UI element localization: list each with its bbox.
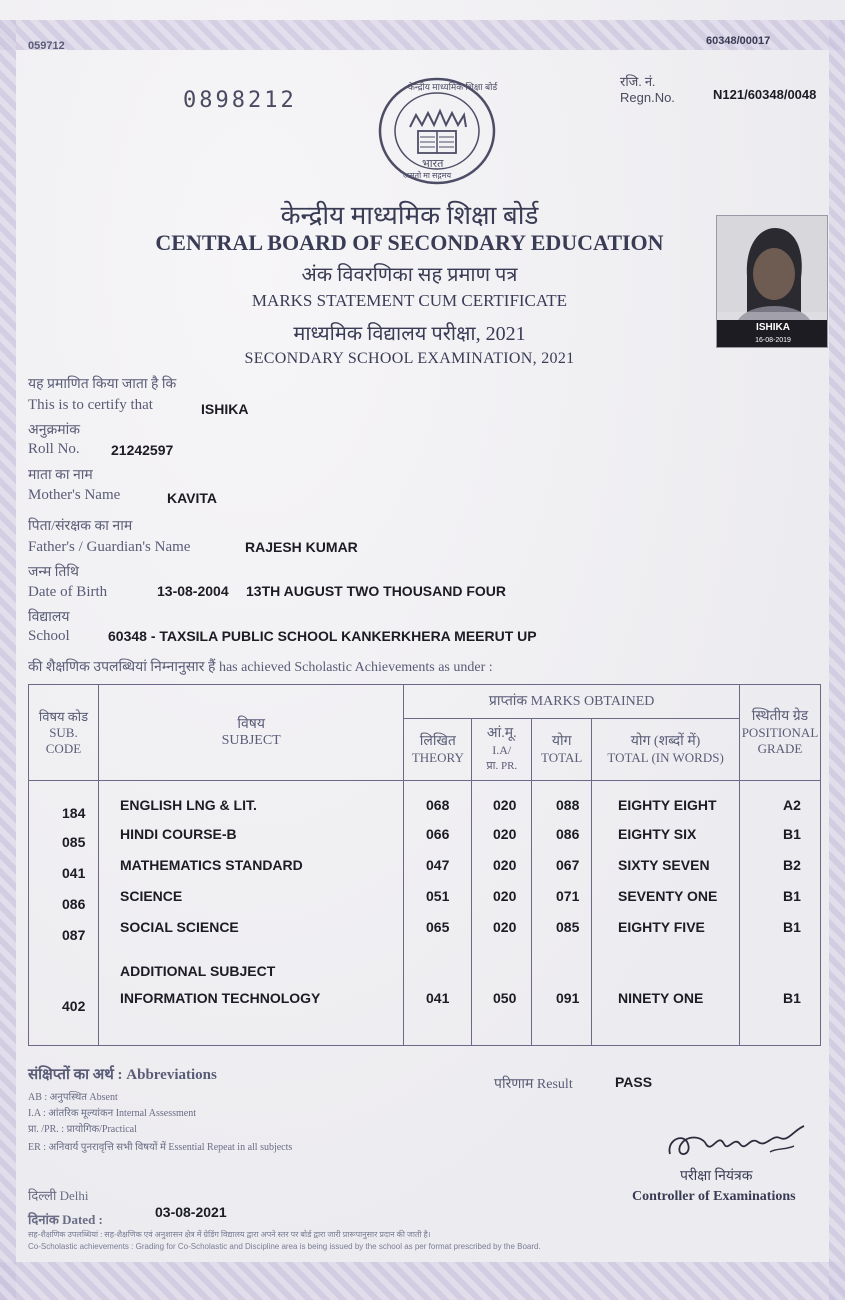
cell-code: 041	[62, 865, 86, 881]
col-head-words	[592, 719, 740, 781]
controller-label-hi: परीक्षा नियंत्रक	[680, 1169, 753, 1184]
col-head-words-en: TOTAL (IN WORDS)	[607, 749, 724, 765]
document-title-hi: अंक विवरणिका सह प्रमाण पत्र	[301, 264, 518, 286]
dob-words: 13TH AUGUST TWO THOUSAND FOUR	[246, 583, 507, 599]
roll-number: 21242597	[111, 442, 174, 458]
roll-label-en: Roll No.	[28, 441, 80, 457]
co-scholastic-note-en: Co-Scholastic achievements : Grading for Co-Scholastic and Discipline area is being issued by the school as per format prescribed by the Board.	[28, 1242, 541, 1251]
cell-ia: 020	[493, 857, 517, 873]
col-head-grade	[739, 685, 820, 781]
col-head-code	[29, 685, 99, 781]
regn-number: N121/60348/0048	[713, 87, 817, 102]
logo-text-top: केन्द्रीय माध्यमिक शिक्षा बोर्ड	[408, 82, 498, 92]
cell-theory: 047	[426, 857, 450, 873]
photo-caption-name: ISHIKA	[756, 322, 790, 333]
dob-label-hi: जन्म तिथि	[28, 565, 79, 580]
col-head-subject-hi: विषय	[237, 716, 265, 732]
cell-ia: 020	[493, 888, 517, 904]
security-border-bottom	[0, 1262, 845, 1300]
controller-signature	[662, 1118, 812, 1173]
top-right-serial: 60348/00017	[706, 35, 771, 47]
body-cell-grade	[739, 781, 820, 1046]
col-head-ia	[472, 719, 532, 781]
col-head-theory-hi: लिखित	[419, 733, 456, 749]
roll-label-hi: अनुक्रमांक	[28, 423, 80, 438]
cell-total: 085	[556, 919, 580, 935]
cell-theory: 051	[426, 888, 450, 904]
cell-grade: B1	[783, 888, 801, 904]
issue-date: 03-08-2021	[155, 1204, 227, 1220]
cell-theory: 068	[426, 797, 450, 813]
dated-label: दिनांक Dated :	[28, 1212, 103, 1227]
cell-words: EIGHTY SIX	[618, 826, 697, 842]
col-head-total-en: TOTAL	[541, 749, 583, 765]
document-title-en: MARKS STATEMENT CUM CERTIFICATE	[251, 291, 568, 310]
dob-label-en: Date of Birth	[28, 584, 108, 600]
cell-theory: 041	[426, 990, 450, 1006]
col-head-subject-en: SUBJECT	[221, 732, 281, 748]
father-name: RAJESH KUMAR	[245, 539, 358, 555]
exam-title-en: SECONDARY SCHOOL EXAMINATION, 2021	[244, 350, 575, 367]
cell-grade: B1	[783, 990, 801, 1006]
certificate-number: 0898212	[183, 88, 297, 113]
board-title-en: CENTRAL BOARD OF SECONDARY EDUCATION	[155, 230, 664, 255]
col-head-subject	[98, 685, 403, 781]
cell-code: 184	[62, 805, 86, 821]
cell-grade: B1	[783, 919, 801, 935]
student-name: ISHIKA	[201, 401, 249, 417]
certify-label-en: This is to certify that	[28, 397, 153, 413]
cell-code: 086	[62, 896, 86, 912]
cell-words: NINETY ONE	[618, 990, 704, 1006]
cell-total: 086	[556, 826, 580, 842]
cell-subject: HINDI COURSE-B	[120, 826, 237, 842]
cell-words: SIXTY SEVEN	[618, 857, 710, 873]
col-head-ia-hi: आं.मू.	[486, 725, 517, 741]
col-head-total-hi: योग	[551, 733, 572, 749]
cell-ia: 020	[493, 826, 517, 842]
col-head-pr: प्रा. PR.	[486, 759, 518, 772]
photo-caption-date: 16-08-2019	[755, 337, 791, 344]
cell-total: 067	[556, 857, 580, 873]
certify-label-hi: यह प्रमाणित किया जाता है कि	[28, 377, 177, 392]
exam-title-hi: माध्यमिक विद्यालय परीक्षा, 2021	[293, 323, 526, 345]
col-head-code-en2: CODE	[45, 740, 82, 756]
col-head-theory	[404, 719, 472, 781]
abbr-internal-assessment: I.A : आंतरिक मूल्यांकन Internal Assessment	[28, 1108, 196, 1119]
cell-total: 071	[556, 888, 580, 904]
cell-ia: 020	[493, 797, 517, 813]
logo-motto: असतो मा सद्गमय	[403, 171, 452, 180]
abbreviations-title: संक्षिप्तों का अर्थ : Abbreviations	[28, 1067, 217, 1083]
achievements-line: की शैक्षणिक उपलब्धियां निम्नानुसार हैं has achieved Scholastic Achievements as under :	[28, 660, 493, 675]
col-head-ia-en: I.A/	[492, 742, 512, 757]
cell-grade: A2	[783, 797, 801, 813]
col-head-total	[532, 719, 592, 781]
cell-code: 087	[62, 927, 86, 943]
col-head-grade-en1: POSITIONAL	[741, 724, 819, 740]
col-head-grade-en2: GRADE	[757, 740, 803, 756]
additional-subject-label: ADDITIONAL SUBJECT	[120, 963, 276, 979]
cell-subject: INFORMATION TECHNOLOGY	[120, 990, 321, 1006]
dob-value: 13-08-2004	[157, 583, 229, 599]
result-label: परिणाम Result	[494, 1077, 573, 1092]
co-scholastic-note-hi: सह-शैक्षणिक उपलब्धियां : सह-शैक्षणिक एवं अनुशासन क्षेत्र में ग्रेडिंग विद्यालय द्वारा अपने स्तर पर बोर्ड द्वारा जारी प्रारूपानुसार प्रदान की जाती है।	[28, 1230, 431, 1239]
abbr-practical: प्रा. /PR. : प्रायोगिक/Practical	[28, 1124, 137, 1135]
school-label-hi: विद्यालय	[28, 610, 70, 625]
mother-label-hi: माता का नाम	[28, 468, 93, 483]
place-label: दिल्ली Delhi	[28, 1188, 89, 1203]
cell-subject: SOCIAL SCIENCE	[120, 919, 239, 935]
cell-theory: 065	[426, 919, 450, 935]
cell-ia: 020	[493, 919, 517, 935]
school-name: 60348 - TAXSILA PUBLIC SCHOOL KANKERKHERA MEERUT UP	[108, 628, 537, 644]
cell-total: 091	[556, 990, 580, 1006]
cell-grade: B1	[783, 826, 801, 842]
col-head-code-hi: विषय कोड	[38, 708, 89, 724]
cell-words: EIGHTY EIGHT	[618, 797, 717, 813]
cell-words: SEVENTY ONE	[618, 888, 718, 904]
result-value: PASS	[615, 1074, 653, 1090]
cell-theory: 066	[426, 826, 450, 842]
abbr-absent: AB : अनुपस्थित Absent	[28, 1092, 118, 1103]
school-label-en: School	[28, 628, 70, 644]
cell-code: 085	[62, 834, 86, 850]
cell-subject: SCIENCE	[120, 888, 183, 904]
cell-subject: MATHEMATICS STANDARD	[120, 857, 303, 873]
abbr-essential-repeat: ER : अनिवार्य पुनरावृत्ति सभी विषयों में Essential Repeat in all subjects	[28, 1142, 293, 1153]
mother-name: KAVITA	[167, 490, 218, 506]
regn-label-en: Regn.No.	[620, 90, 675, 105]
cell-code: 402	[62, 998, 86, 1014]
controller-label-en: Controller of Examinations	[632, 1189, 796, 1204]
cell-total: 088	[556, 797, 580, 813]
col-head-theory-en: THEORY	[411, 749, 464, 765]
logo-text-bottom: भारत	[422, 158, 444, 170]
mother-label-en: Mother's Name	[28, 487, 121, 503]
father-label-hi: पिता/संरक्षक का नाम	[28, 519, 133, 534]
board-title-hi: केन्द्रीय माध्यमिक शिक्षा बोर्ड	[280, 201, 539, 230]
col-head-code-en1: SUB.	[49, 724, 78, 740]
regn-label-hi: रजि. नं.	[620, 74, 656, 89]
col-head-grade-hi: स्थितीय ग्रेड	[751, 708, 809, 724]
cell-ia: 050	[493, 990, 517, 1006]
cell-words: EIGHTY FIVE	[618, 919, 705, 935]
cell-subject: ENGLISH LNG & LIT.	[120, 797, 257, 813]
student-photo	[716, 215, 828, 348]
cell-grade: B2	[783, 857, 801, 873]
top-left-serial: 059712	[28, 40, 65, 52]
father-label-en: Father's / Guardian's Name	[28, 539, 191, 555]
col-head-words-hi: योग (शब्दों में)	[630, 733, 701, 749]
col-head-marks-obtained: प्राप्तांक MARKS OBTAINED	[404, 685, 740, 719]
